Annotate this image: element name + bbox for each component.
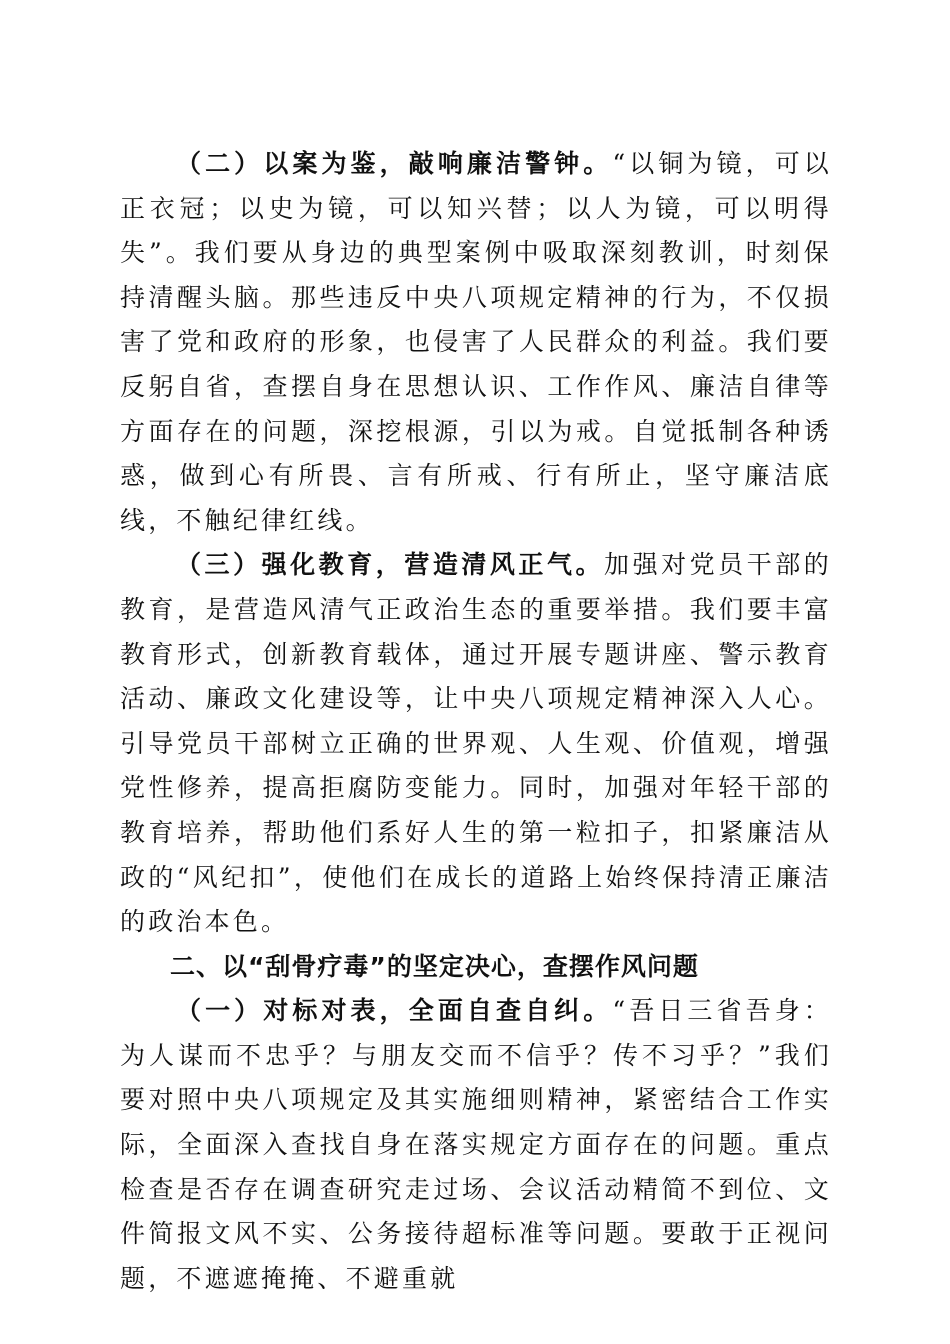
paragraph-lead: （二）以案为鉴，敲响廉洁警钟。 (176, 149, 613, 178)
paragraph-text: 加强对党员干部的教育，是营造风清气正政治生态的重要举措。我们要丰富教育形式，创新教育载体，通过开展专题讲座、警示教育活动、廉政文化建设等，让中央八项规定精神深入人心。引导党员干部树立正确的世界观、人生观、价值观，增强党性修养，提高拒腐防变能力。同时，加强对年轻干部的教育培养，帮助他们系好人生的第一粒扣子，扣紧廉洁从政的“风纪扣”，使他们在成长的道路上始终保持清正廉洁的政治本色。 (120, 550, 832, 937)
paragraph-text: “吾日三省吾身：为人谋而不忠乎？与朋友交而不信乎？传不习乎？”我们要对照中央八项规定及其实施细则精神，紧密结合工作实际，全面深入查找自身在落实规定方面存在的问题。重点检查是否存在调查研究走过场、会议活动精简不到位、文件简报文风不实、公务接待超标准等问题。要敢于正视问题，不遮遮掩掩、不避重就 (120, 996, 832, 1293)
document-body (120, 142, 832, 1301)
paragraph-text: “以铜为镜，可以正衣冠；以史为镜，可以知兴替；以人为镜，可以明得失”。我们要从身边的典型案例中吸取深刻教训，时刻保持清醒头脑。那些违反中央八项规定精神的行为，不仅损害了党和政府的形象，也侵害了人民群众的利益。我们要反躬自省，查摆自身在思想认识、工作作风、廉洁自律等方面存在的问题，深挖根源，引以为戒。自觉抵制各种诱惑，做到心有所畏、言有所戒、行有所止，坚守廉洁底线，不触纪律红线。 (120, 149, 832, 535)
section-heading: 二、以“刮骨疗毒”的坚定决心，查摆作风问题 (170, 951, 699, 981)
paragraph-strengthen-education (120, 543, 832, 944)
paragraph-lead: （一）对标对表，全面自查自纠。 (176, 996, 613, 1026)
paragraph-learn-from-cases (120, 142, 832, 543)
paragraph-lead: （三）强化教育，营造清风正气。 (176, 550, 605, 580)
paragraph-self-inspection (120, 989, 832, 1301)
